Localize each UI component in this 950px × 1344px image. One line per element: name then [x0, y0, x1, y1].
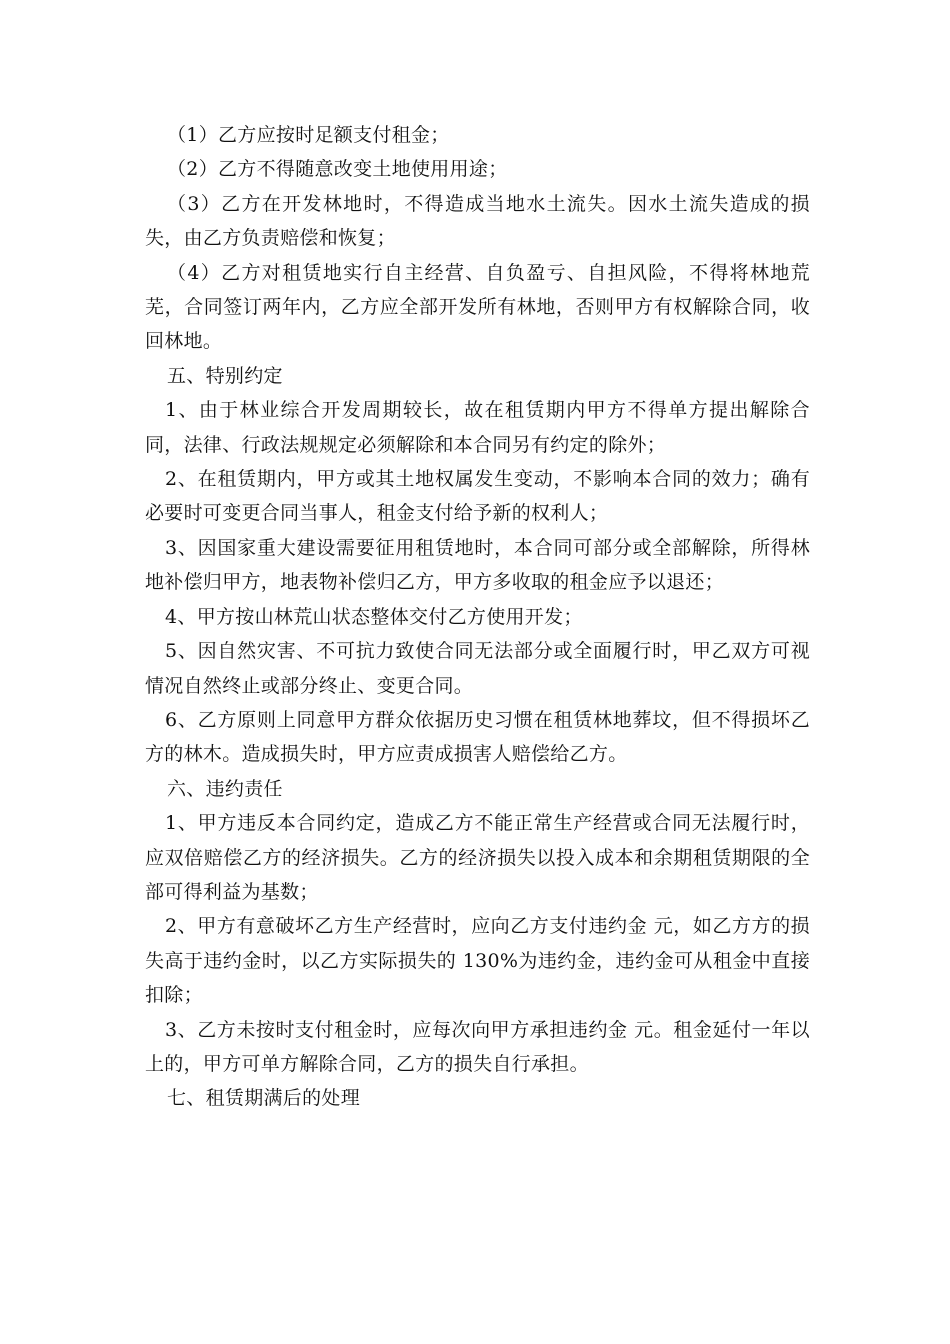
- section-heading: 六、违约责任: [167, 777, 283, 800]
- clause-paragraph: 3、乙方未按时支付租金时，应每次向甲方承担违约金 元。租金延付一年以上的，甲方可单方解除合同，乙方的损失自行承担。: [145, 1018, 810, 1075]
- clause-paragraph: （4）乙方对租赁地实行自主经营、自负盈亏、自担风险，不得将林地荒芜，合同签订两年内，乙方应全部开发所有林地，否则甲方有权解除合同，收回林地。: [145, 261, 810, 353]
- clause-paragraph: 2、甲方有意破坏乙方生产经营时，应向乙方支付违约金 元，如乙方方的损失高于违约金时，以乙方实际损失的 130%为违约金，违约金可从租金中直接扣除；: [145, 915, 810, 1007]
- clause-paragraph: （1）乙方应按时足额支付租金；: [167, 124, 450, 146]
- clause-paragraph: 4、甲方按山林荒山状态整体交付乙方使用开发；: [165, 605, 583, 628]
- clause-paragraph: 5、因自然灾害、不可抗力致使合同无法部分或全面履行时，甲乙双方可视情况自然终止或部分终止、变更合同。: [145, 640, 810, 697]
- section-heading: 五、特别约定: [167, 364, 283, 387]
- clause-paragraph: 3、因国家重大建设需要征用租赁地时，本合同可部分或全部解除，所得林地补偿归甲方，地表物补偿归乙方，甲方多收取的租金应予以退还；: [145, 536, 810, 594]
- section-heading: 七、租赁期满后的处理: [167, 1087, 361, 1110]
- clause-paragraph: 1、由于林业综合开发周期较长，故在租赁期内甲方不得单方提出解除合同，法律、行政法规规定必须解除和本合同另有约定的除外；: [145, 399, 810, 456]
- clause-paragraph: 1、甲方违反本合同约定，造成乙方不能正常生产经营或合同无法履行时，应双倍赔偿乙方的经济损失。乙方的经济损失以投入成本和余期租赁期限的全部可得利益为基数；: [145, 812, 810, 903]
- document-body: [145, 118, 810, 1116]
- clause-paragraph: 6、乙方原则上同意甲方群众依据历史习惯在租赁林地葬坟，但不得损坏乙方的林木。造成损失时，甲方应责成损害人赔偿给乙方。: [145, 708, 810, 766]
- clause-paragraph: （2）乙方不得随意改变土地使用用途；: [167, 158, 508, 181]
- clause-paragraph: 2、在租赁期内，甲方或其土地权属发生变动，不影响本合同的效力；确有必要时可变更合同当事人，租金支付给予新的权利人；: [145, 468, 810, 525]
- clause-paragraph: （3）乙方在开发林地时，不得造成当地水土流失。因水土流失造成的损失，由乙方负责赔偿和恢复；: [145, 192, 810, 250]
